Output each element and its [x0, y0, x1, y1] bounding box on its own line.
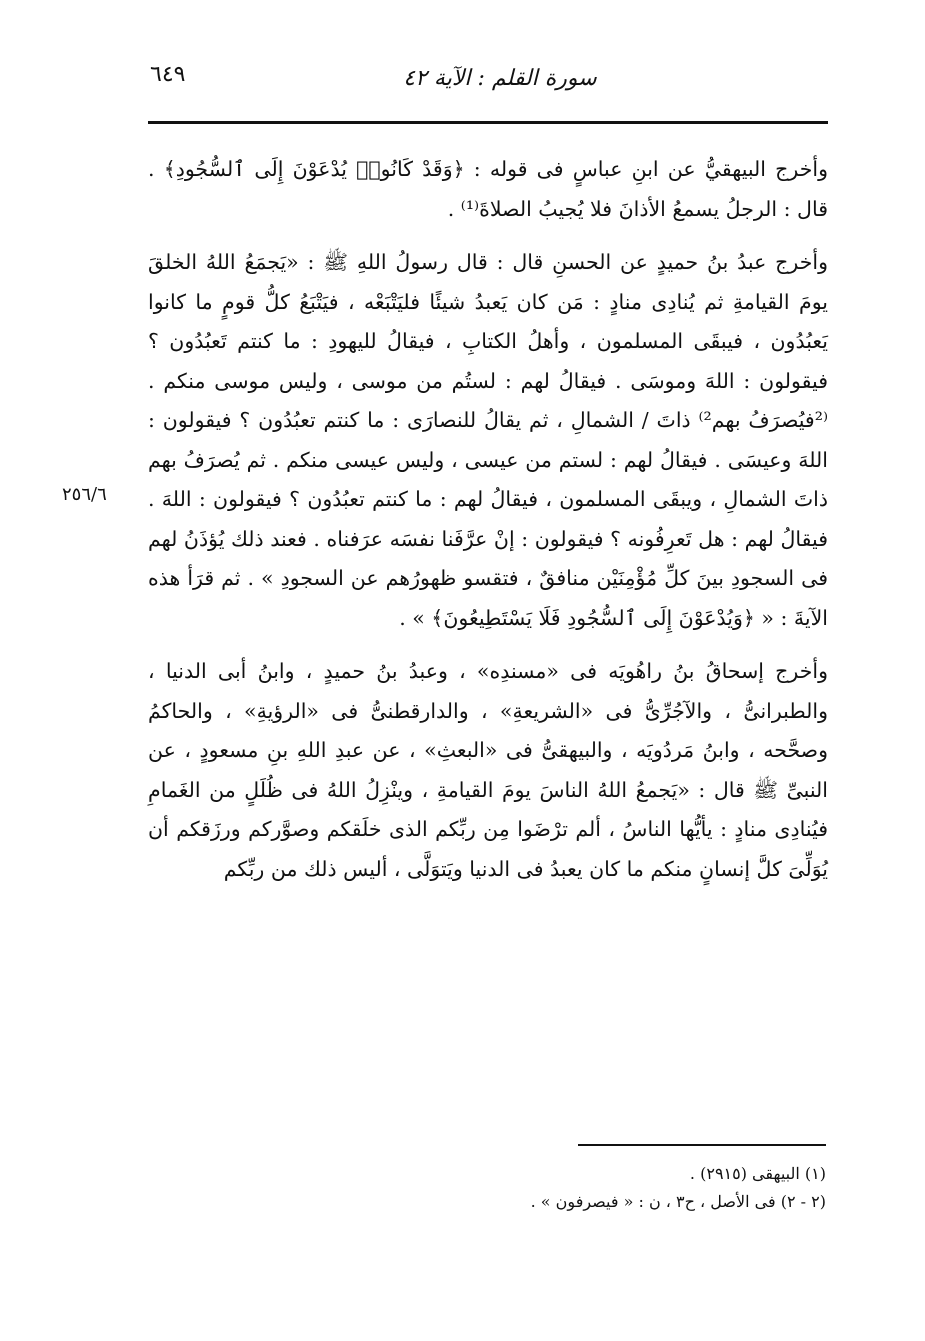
paragraph-3: وأخرج إسحاقُ بنُ راهُويَه فى «مسندِه» ، وعبدُ بنُ حميدٍ ، وابنُ أبى الدنيا ، والطبرانىُّ ، والآجُرِّىُّ فى «الشريعةِ» ، والدارقطنىُّ فى «الرؤيةِ» ، والحاكمُ وصحَّحه ، وابنُ مَردُويَه ، والبيهقىُّ فى «البعثِ» ، عن عبدِ اللهِ بنِ مسعودٍ ، عن النبىِّ ﷺ قال : «يَجمعُ اللهُ الناسَ يومَ القيامةِ ، وينْزِلُ اللهُ فى ظُلَلٍ من الغَمامِ فيُنادِى منادٍ : يأيُّها الناسُ ، ألم ترْضَوا مِن ربِّكم الذى خلَقكم وصوَّركم ورزَقكم أن يُوَلِّىَ كلَّ إنسانٍ منكم ما كان يعبدُ فى الدنيا ويَتوَلَّى ، أليس ذلك من ربِّكم: [148, 659, 828, 881]
paragraph-gap: [148, 638, 828, 652]
paragraph-1: وأخرج البيهقيُّ عن ابنِ عباسٍ فى قوله : ﴿وَقَدْ كَانُوا۟ يُدْعَوْنَ إِلَى ٱلسُّجُودِ﴾ . قال : الرجلُ يسمعُ الأذانَ فلا يُجيبُ الصلاةَ⁽¹⁾ .: [148, 157, 828, 221]
page-number: ٦٤٩: [150, 62, 186, 87]
paragraph-2: وأخرج عبدُ بنُ حميدٍ عن الحسنِ قال : قال رسولُ اللهِ ﷺ : «يَجمَعُ اللهُ الخلقَ يومَ القيامةِ ثم يُنادِى منادٍ : مَن كان يَعبدُ شيئًا فليَتْبَعْه ، فيَتْبَعُ كلُّ قومٍ ما كانوا يَعبُدُون ، فيبقَى المسلمون ، وأهلُ الكتابِ ، فيقالُ لليهودِ : ما كنتم تَعبُدُون ؟ فيقولون : اللهَ وموسَى . فيقالُ لهم : لستُم من موسى ، وليس موسى منكم . ⁽²فيُصرَفُ بهم²⁾ ذاتَ / الشمالِ ، ثم يقالُ للنصارَى : ما كنتم تعبُدُون ؟ فيقولون : اللهَ وعيسَى . فيقالُ لهم : لستم من عيسى ، وليس عيسى منكم . ثم يُصرَفُ بهم ذاتَ الشمالِ ، ويبقَى المسلمون ، فيقالُ لهم : ما كنتم تعبُدُون ؟ فيقولون : اللهَ . فيقالُ لهم : هل تَعرِفُونه ؟ فيقولون : إنْ عرَّفَنا نفسَه عرَفناه . فعند ذلك يُؤذَنُ لهم فى السجودِ بينَ كلِّ مُؤْمِنَيْن منافقٌ ، فتقسو ظهورُهم عن السجودِ » . ثم قرَأ هذه الآيةَ : « ﴿وَيُدْعَوْنَ إِلَى ٱلسُّجُودِ فَلَا يَسْتَطِيعُونَ﴾ » .: [148, 250, 829, 630]
paragraph-gap: [148, 229, 828, 243]
margin-reference: ٢٥٦/٦: [62, 484, 107, 505]
footnotes: [420, 1160, 826, 1216]
footnote-2: (٢ - ٢) فى الأصل ، ح٣ ، ن : « فيصرفون » .: [530, 1192, 826, 1211]
running-title: سورة القلم : الآية ٤٢: [403, 66, 597, 91]
body-text: [148, 150, 828, 889]
footnote-rule: [578, 1144, 826, 1146]
footnote-1: (١) البيهقى (٢٩١٥) .: [689, 1164, 826, 1183]
header-rule: [148, 121, 828, 124]
